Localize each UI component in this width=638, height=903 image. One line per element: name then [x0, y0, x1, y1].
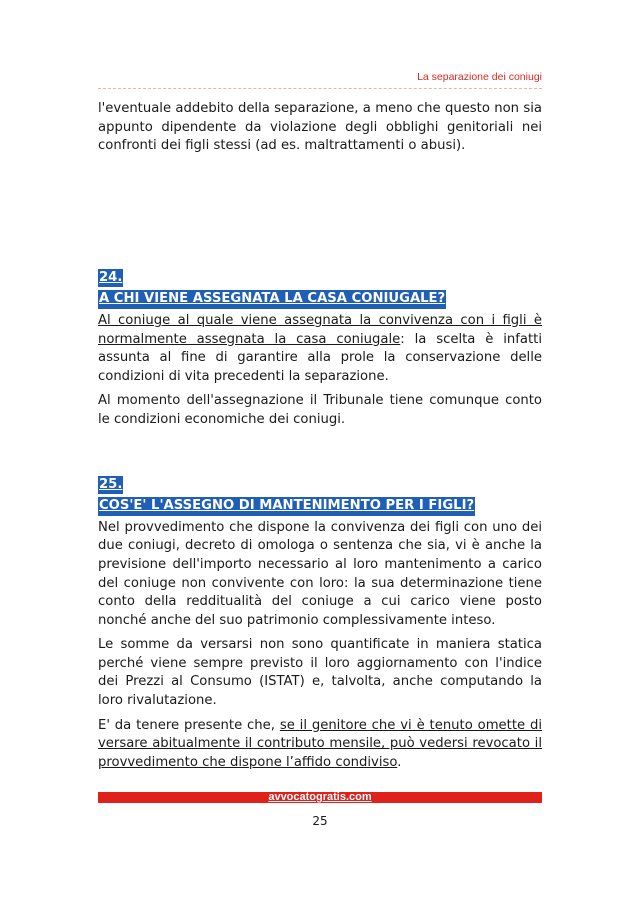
section-paragraph: Nel provvedimento che dispone la convivenza dei figli con uno dei due coniugi, decreto di omologa o sentenza che sia, vi è anche la previsione dell'importo necessario al loro mantenimento a carico del coniuge non convivente con loro: la sua determinazione tiene conto della redditualità del coniuge a cui carico viene posto nonché anche del suo patrimonio complessivamente inteso.: [98, 519, 542, 628]
paragraph-text: E' da tenere presente che,: [98, 717, 280, 733]
footer-bar: [98, 792, 542, 803]
page-body: [98, 100, 542, 778]
section-heading: A CHI VIENE ASSEGNATA LA CASA CONIUGALE?: [98, 290, 446, 309]
paragraph-text: .: [397, 754, 402, 770]
intro-paragraph: l'eventuale addebito della separazione, a meno che questo non sia appunto dipendente da violazione degli obblighi genitoriali nei confronti dei figli stessi (ad es. maltrattamenti o abusi).: [98, 101, 542, 154]
page-number: 25: [312, 814, 328, 828]
section-24: [98, 269, 542, 430]
section-25: [98, 476, 542, 773]
section-paragraph: Le somme da versarsi non sono quantificate in maniera statica perché viene sempre previsto il loro aggiornamento con l'indice dei Prezzi al Consumo (ISTAT) e, talvolta, anche computando la loro rivalutazione.: [98, 637, 542, 709]
spacer: [98, 436, 542, 476]
section-paragraph: [98, 312, 542, 386]
underlined-text: Al coniuge al quale viene assegnata la convivenza con i figli è normalmente assegnata la casa coniugale: [98, 312, 542, 347]
footer-site-link[interactable]: avvocatogratis.com: [268, 791, 372, 803]
section-paragraph: Al momento dell'assegnazione il Tribunale tiene comunque conto le condizioni economiche dei coniugi.: [98, 393, 542, 427]
header-divider: [98, 88, 542, 89]
section-number: 25.: [98, 476, 123, 495]
underlined-text: se il genitore che vi è tenuto omette di versare abitualmente il contributo mensile, può vedersi revocato il provvedimento che dispone l’affido condiviso: [98, 717, 542, 770]
section-paragraph: [98, 717, 542, 773]
section-heading: COS'E' L'ASSEGNO DI MANTENIMENTO PER I FIGLI?: [98, 497, 475, 516]
running-header: La separazione dei coniugi: [417, 71, 542, 83]
paragraph-text: : la scelta è infatti assunta al fine di garantire alla prole la conservazione delle condizioni di vita precedenti la separazione.: [98, 331, 542, 384]
spacer: [98, 162, 542, 269]
section-number: 24.: [98, 269, 123, 288]
